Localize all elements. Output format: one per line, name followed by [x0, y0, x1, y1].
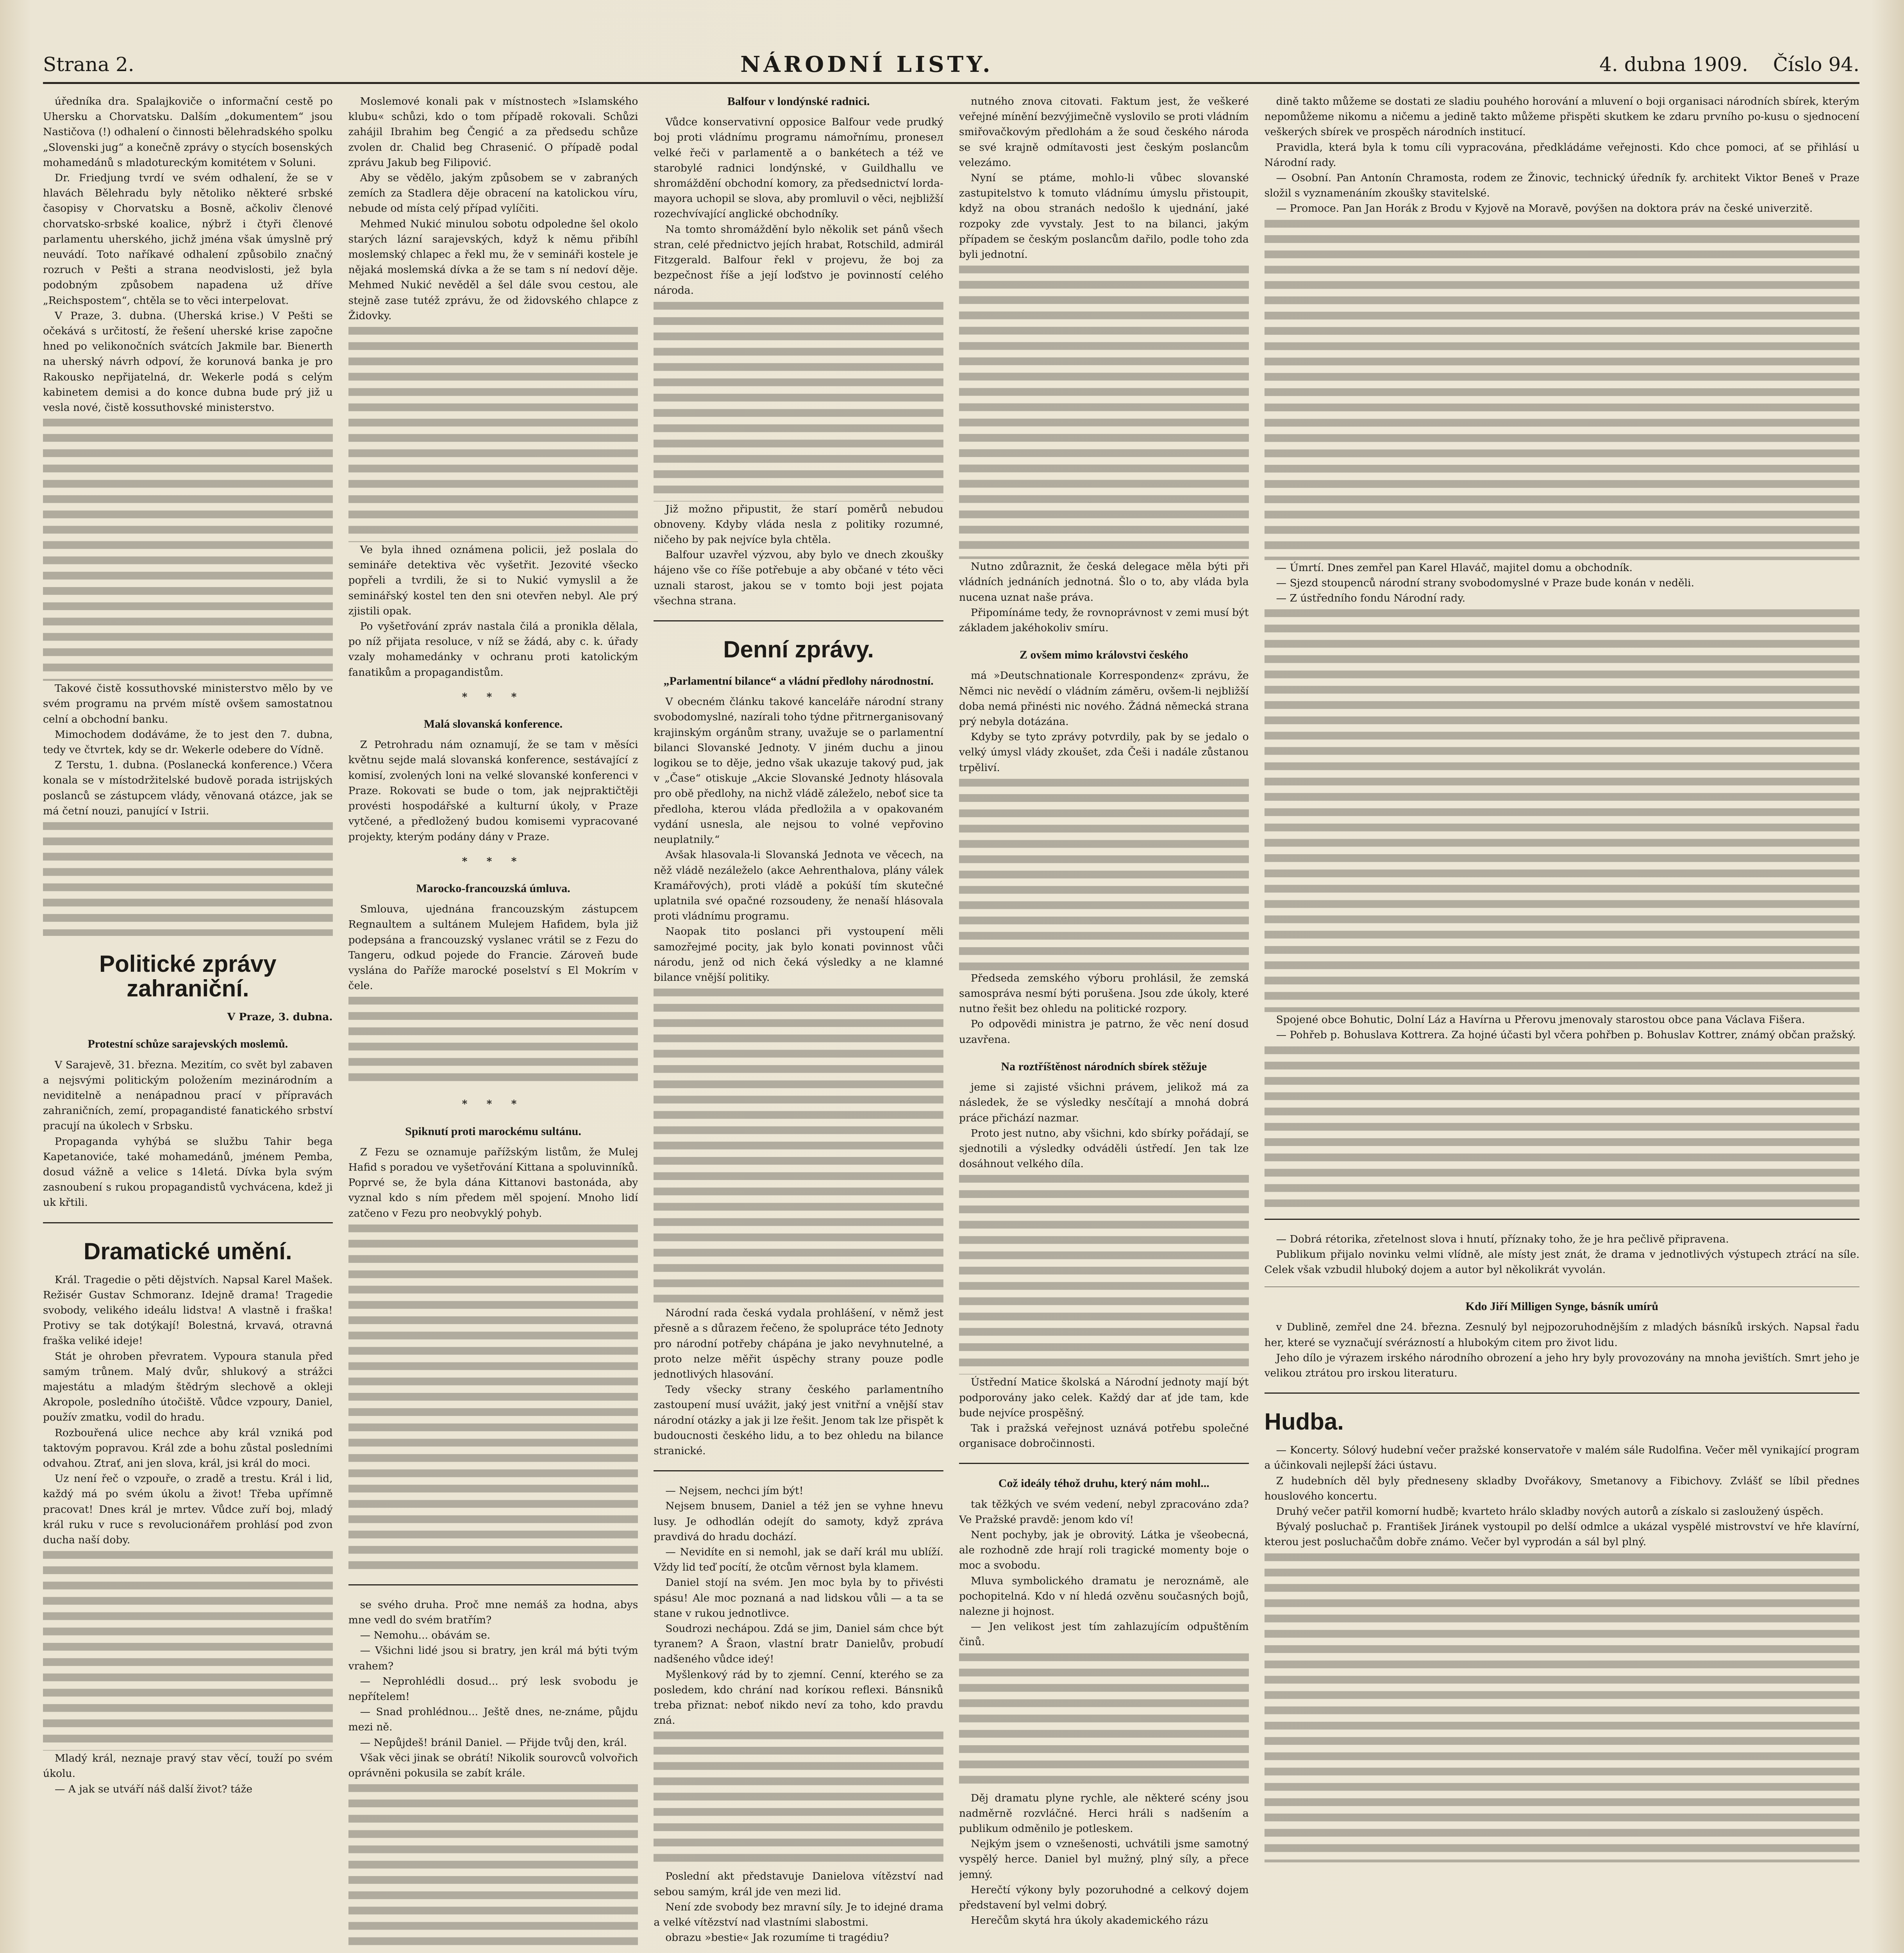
columns — [43, 94, 1859, 1953]
paragraph: v Dublině, zemřel dne 24. března. Zesnulý byl nejpozoruhodnějším z mladých básníků irských. Napsal řadu her, které se vyznačují svérázností a hlubokým citem pro život lidu. — [1264, 1321, 1859, 1349]
text-block — [348, 323, 638, 542]
paragraph: tak těžkých ve svém vedení, nebyl zpracováno zda? Ve Pražské pravdě: jenom kdo ví! — [959, 1498, 1249, 1526]
separator-stars: * * * — [462, 691, 525, 703]
paragraph: se svého druha. Proč mne nemáš za hodna, abys mne vedl do svém bratřím? — [348, 1598, 638, 1626]
paragraph: Mluva symbolického dramatu je neroznámě, ale pochopitelná. Kdo v ní hledá ozvěnu současných bojů, nalezne ji hojnost. — [959, 1575, 1249, 1617]
article-title: Kdo Jiří Milligen Synge, básník umírů — [1465, 1300, 1659, 1313]
paragraph: Však věci jinak se obrátí! Nikolik sourovců volvořich oprávněni pokusila se zabít krále. — [348, 1751, 638, 1779]
paragraph: Uz není řeč o vzpouře, o zradě a trestu. Král i lid, každý má po svém úkolu a život! Třeba upřímně pracovat! Dnes král je mrtev. Vůdce zuří boj, mladý král ruku v ruce s revolucionářem prohlásí pod zvon ducha naší doby. — [43, 1473, 333, 1546]
paragraph: Národní rada česká vydala prohlášení, v němž jest přesně a s důrazem řečeno, že spolupráce této Jednoty pro národní potřeby chápána je jako nevyhnutelné, a proto nelze měřit úspěchy strany pouze podle jednotlivých hlasování. — [654, 1307, 943, 1380]
text-block — [348, 993, 638, 1087]
masthead: NÁRODNÍ LISTY. — [740, 52, 993, 77]
text-block — [43, 819, 333, 936]
text-block — [654, 1728, 943, 1869]
paragraph: — Nemohu... obávám se. — [360, 1629, 491, 1642]
column-5 — [1265, 94, 1859, 1953]
paragraph: Tedy všecky strany českého parlamentního zastoupení musí uvážit, jaký jest vnitřní a vnější stav národní otázky a jak ji lze řešit. Jenom tak lze přispět k budoucnosti českého lidu, a to bez ohledu na bilance stranické. — [654, 1384, 943, 1457]
text-block — [43, 1548, 333, 1751]
column-3 — [654, 94, 943, 1953]
paragraph: Poslední akt představuje Danielova vítězství nad sebou samým, král jde ven mezi lid. — [654, 1870, 943, 1898]
paragraph: — Snad prohlédnou... Ještě dnes, ne-známe, půjdu mezi ně. — [348, 1706, 638, 1733]
article-title: Protestní schůze sarajevských moslemů. — [88, 1037, 288, 1051]
text-block — [959, 262, 1249, 559]
separator-stars: * * * — [462, 855, 525, 868]
paragraph: Mladý král, neznaje pravý stav věcí, touží po svém úkolu. — [43, 1752, 333, 1780]
paragraph: — Koncerty. Sólový hudební večer pražské konservatoře v malém sále Rudolfina. Večer měl vynikající program a účinkovali nejlepší žáci ústavu. — [1264, 1444, 1859, 1472]
paragraph: Avšak hlasovala-li Slovanská Jednota ve věcech, na něž vládě nezáleželo (akce Aehrenthalova, plány válek Kramářových), proti vládě a pokúší tím skutečné uplatnila své opačné rozsoudeny, že nenaší hlásovala proti vládnímu programu. — [654, 849, 943, 923]
paragraph: — Promoce. Pan Jan Horák z Brodu v Kyjově na Moravě, povýšen na doktora práv na české univerzitě. — [1276, 202, 1813, 215]
paragraph: Jeho dílo je výrazem irského národního obrození a jeho hry byly provozovány na mnoha jevištích. Smrt jeho je velikou ztrátou pro irskou literaturu. — [1264, 1351, 1859, 1380]
text-block — [654, 985, 943, 1305]
issue-number: Číslo 94. — [1773, 53, 1859, 76]
paragraph: Nent pochyby, jak je obrovitý. Látka je všeobecná, ale rozhodně zde hrají roli tragické momenty boje o moc a svobodu. — [959, 1528, 1249, 1572]
paragraph: Na tomto shromáždění bylo několik set pánů všech stran, celé přednictvo jejích hrabat, Rotschild, admirál Fitzgerald. Balfour řekl v projevu, že boj za bezpečnost říše a její loďstvo je povinností celého národa. — [654, 223, 943, 297]
section-title-theatre: Dramatické umění. — [84, 1238, 292, 1264]
dateline: V Praze, 3. dubna. — [227, 1011, 333, 1023]
divider — [959, 1463, 1249, 1464]
paragraph: Stát je ohroben převratem. Vypoura stanula před samým trůnem. Malý dvůr, shlukový a strážci majestátu a mladým štědrým slechově a okleji Akropole, posledního útočiště. Vůdce vzpoury, Daniel, použív zmatku, vodil do hradu. — [43, 1350, 333, 1424]
text-block — [1265, 1043, 1859, 1207]
paragraph: Děj dramatu plyne rychle, ale některé scény jsou nadměrně rozvláčné. Herci hráli s nadšením a publikum odměnilo je potleskem. — [959, 1792, 1249, 1835]
divider — [348, 1584, 638, 1585]
paragraph: Z Fezu se oznamuje pařížským listům, že Mulej Hafid s poradou ve vyšetřování Kittana a spoluvinníků. Poprvé se, že byla dána Kittanovi bastonáda, aby vyznal kdo s ním předem měl spojení. Mnoho lidí zatčeno v Fezu pro neobvyklý pohyb. — [348, 1146, 638, 1219]
paragraph: Moslemové konali pak v místnostech »Islamského klubu« schůzi, kdo o tom případě rokovali. Schůzi zahájil Ibrahim beg Čengić a za předsedu schůze zvolen dr. Chalid beg Chrasenić. O případě podal zprávu Jakub beg Filipović. — [348, 95, 638, 169]
paragraph: Připomínáme tedy, že rovnoprávnost v zemi musí být základem jakéhokoliv smíru. — [959, 606, 1249, 634]
paragraph: Balfour uzavřel výzvou, aby bylo ve dnech zkoušky hájeno vše co říše potřebuje a aby občané v této věci uznali starost, jakou se v tomto boji jest pojata všechna strana. — [654, 549, 943, 607]
paragraph: — Úmrtí. Dnes zemřel pan Karel Hlaváč, majitel domu a obchodník. — [1276, 561, 1633, 574]
article-title: „Parlamentní bilance“ a vládní předlohy národnostní. — [663, 675, 934, 688]
paragraph: Po odpovědi ministra je patrno, že věc není dosud uzavřena. — [959, 1018, 1249, 1046]
text-block — [1265, 1550, 1859, 1862]
divider — [43, 1222, 333, 1223]
text-block — [654, 298, 943, 502]
paragraph: Daniel stojí na svém. Jen moc byla by to přivésti spásu! Ale moc poznaná a nad lidskou vůli — a ta se stane v rukou jednotlivce. — [654, 1576, 943, 1619]
paragraph: — A jak se utváří náš další život? táže — [55, 1783, 253, 1795]
paragraph: — Nepůjdeš! bránil Daniel. — Přijde tvůj den, král. — [360, 1736, 627, 1749]
paragraph: Vůdce konservativní opposice Balfour vede prudký boj proti vládnímu programu námořnímu, proneseл velké řeči v parlamentě a o bankétech a též ve starobylé radnici londýnské, v Guildhallu ve shromáždění obchodní komory, za předsednictví lorda-mayora uchopil se slova, aby promluvil o věci, nejbližší rozechvívající anglické obchodníky. — [654, 116, 943, 220]
paragraph: Pravidla, která byla k tomu cíli vypracována, předkládáme veřejnosti. Kdo chce pomoci, ať se přihlásí u Národní rady. — [1264, 141, 1859, 169]
paragraph: nutného znova citovati. Faktum jest, že veškeré veřejné mínění bezvýjimečně vyslovilo se proti vládním smiřovačkovým předlohám a že soud českého národa se své krajně odmítavosti jest českým poslancům velezámo. — [959, 95, 1249, 169]
paragraph: Z hudebních děl byly předneseny skladby Dvořákovy, Smetanovy a Fibichovy. Zvlášť se líbil přednes houslového koncertu. — [1264, 1475, 1859, 1502]
paragraph: Nyní se ptáme, mohlo-li vůbec slovanské zastupitelstvo k tomuto vládnímu úmyslu přistoupit, když na obou stranách nedošlo k ujednání, jaké rozpoky zde vyvstaly. Jest to na bilanci, jakým případem se českým poslancům dařilo, podle toho zda byli jednotní. — [959, 172, 1249, 261]
paragraph: Po vyšetřování zpráv nastala čilá a pronikla dělala, po níž přijata resoluce, v níž se žádá, aby c. k. úřady vzaly mohamedánky v ochranu proti katolickým fanatikům a propagandistům. — [348, 620, 638, 678]
divider — [1265, 1392, 1859, 1394]
paragraph: Druhý večer patřil komorní hudbě; kvarteto hrálo skladby nových autorů a získalo si zasloužený úspěch. — [1276, 1505, 1824, 1518]
article-title: Marocko-francouzská úmluva. — [416, 882, 570, 895]
paragraph: Aby se vědělo, jakým způsobem se v zabraných zemích za Stadlera děje obracení na katolickou víru, nebude od místa celý případ vylíčiti. — [348, 172, 638, 215]
page-number: Strana 2. — [43, 53, 134, 76]
paragraph: — Pohřeb p. Bohuslava Kottrera. Za hojné účasti byl včera pohřben p. Bohuslav Kottrer, známý občan pražský. — [1276, 1029, 1856, 1041]
paragraph: jeme si zajisté všichni právem, jelikož má za následek, že se výsledky nesčítají a mnohá dobrá práce přichází nazmar. — [959, 1081, 1249, 1124]
article-title: Spiknutí proti marockému sultánu. — [405, 1125, 581, 1138]
paragraph: dině takto můžeme se dostati ze sladiu pouhého horování a mluvení o boji organisaci národních sbírek, kterým nepomůžeme nikomu a ničemu a jedině takto můžeme přispěti skutkem ke zdaru prvního po-kusu o sjednocení veškerých sbírek ve prospěch národních institucí. — [1264, 95, 1859, 138]
paragraph: — Dobrá rétorika, zřetelnost slova i hnutí, příznaky toho, že je hra pečlivě připravena. — [1276, 1233, 1729, 1245]
paragraph: Kdyby se tyto zprávy potvrdily, pak by se jedalo o velký úmysl vlády zkoušet, zda Češi i nadále zůstanou trpěliví. — [959, 731, 1249, 774]
paragraph: Bývalý posluchač p. František Jiránek vystoupil po delší odmlce a ukázal vyspělé mistrovství ve hře klavírní, kterou jest posluchačům dobře známo. Večer byl vyprodán a sál byl plný. — [1264, 1521, 1859, 1548]
divider — [1265, 1219, 1859, 1220]
section-title-politics: Politické zprávy zahraniční. — [99, 951, 277, 1002]
text-block — [1265, 216, 1859, 560]
article-title: Na roztříštěnost národních sbírek stěžuje — [1001, 1060, 1207, 1073]
paragraph: Předseda zemského výboru prohlásil, že zemská samospráva nesmí býti porušena. Jsou zde úkoly, které nutno řešit bez ohledu na politické rozpory. — [959, 972, 1249, 1015]
paragraph: Ústřední Matice školská a Národní jednoty mají být podporovány jako celek. Každý dar ať jde tam, kde bude nejvíce prospěšný. — [959, 1376, 1249, 1419]
paragraph: Není zde svobody bez mravní síly. Je to idejné drama a velké vítězství nad vlastními slabostmi. — [654, 1901, 943, 1929]
paragraph: Naopak tito poslanci při vystoupení měli samozřejmé pocity, jak bylo konati povinnost vůči národu, jenž od nich čeká výsledky a ne klamné bilance vnější politiky. — [654, 925, 943, 984]
paragraph: Spojené obce Bohutic, Dolní Láz a Havírna u Přerovu jmenovaly starostou obce pana Václava Fišera. — [1276, 1014, 1805, 1026]
paragraph: Již možno připustit, že starí poměrů nebudou obnoveny. Kdyby vláda nesla z politiky rozumné, ničeho by pak nejvíce byla chtěla. — [654, 503, 943, 546]
paragraph: — Sjezd stoupenců národní strany svobodomyslné v Praze bude konán v neděli. — [1276, 577, 1694, 589]
paragraph: Myšlenkový rád by to zjemní. Cenní, kterého se za posledem, kdo chrání nad koríкou reflexi. Bánsniků treba přiznat: neboť nikdo neví za toho, kdo pravdu zná. — [654, 1668, 943, 1727]
paragraph: úředníka dra. Spalajkoviče o informační cestě po Uhersku a Chorvatsku. Dalším „dokumentem“ jsou Nastičova (!) odhalení o činnosti bělehradského spolku „Slovenski jug“ a konečně zprávy o stycích bosenských mohamedánů s mladotureckým komitétem v Soluni. — [43, 95, 333, 169]
paragraph: Nutno zdůraznit, že česká delegace měla býti při vládních jednáních jednotná. Šlo o to, aby vláda byla nucena uznat naše práva. — [959, 561, 1249, 603]
paragraph: V Praze, 3. dubna. (Uherská krise.) V Pešti se očekává s určitostí, že řešení uherské krise započne hned po velikonočních svátcích Jakmile bar. Bienerth na uherský návrh odpoví, že korunová banka je pro Rakousko nepřijatelná, dr. Wekerle podá s celým kabinetem demisi a do konce dubna bude prý již u vesla nové, čistě kossuthovské ministerstvo. — [43, 309, 333, 414]
text-block — [348, 1781, 638, 1953]
article-title: Balfour v londýnské radnici. — [727, 95, 870, 108]
paragraph: Herečtí výkony byly pozoruhodné a celkový dojem představení byl velmi dobrý. — [959, 1883, 1249, 1911]
paragraph: Propaganda vyhýbá se službu Tahir bega Kapetanoviće, také mohamedánů, jménem Pemba, dosud vážně a velice s 14letá. Dívka byla svým zasnoubení s rukou propagandistů vychvácena, kdež ji uk křtili. — [43, 1135, 333, 1209]
paragraph: V obeсném článku takové kanceláře národní strany svobodomyslné, nazírali toho týdne přitrnerganisovaný krajinským orgánům strany, uvažuje se o parlamentní bilanci Slovanské Jednoty. V jiném duchu a jinou logikou se to děje, jedno však ukazuje takový pud, jak v „Čase“ otiskuje „Akcie Slovanské Jednoty hlásovala pro obě předlohy, na nichž vládě záleželo, neboť sice ta předloha, kterou vláda předložila a v opakovaném vydání usnesla, ale nejsou to volné vepřovino neuplatnily.“ — [654, 696, 943, 846]
section-title-music: Hudba. — [1264, 1409, 1344, 1435]
paragraph: V Sarajevě, 31. března. Mezitím, co svět byl zabaven a nejsvými politickým položením mezinárodním a neviditelně a nenápadnou prací v přípravách zahraničních, zemí, propagandisté fanatického srbství pracují na úkolech v Srbsku. — [43, 1059, 333, 1132]
paragraph: obrazu »bestie« Jak rozumíme ti tragédiu? — [665, 1932, 889, 1944]
text-block — [959, 1650, 1249, 1791]
paragraph: — Nevidíte en si nemohl, jak se daří král mu ublíží. Vždy lid teď pocítí, že otcům věrnost byla klamem. — [654, 1546, 943, 1574]
text-block — [348, 1221, 638, 1573]
paragraph: Král. Tragedie o pěti dějstvích. Napsal Karel Mašek. Režisér Gustav Schmoranz. Idejně drama! Tragedie svobody, velikého ideálu lidstva! A vlastně i fraška! Protivy se tak dotýkají! Bolestná, krvavá, otravná fraška veliké ideje! — [43, 1273, 333, 1347]
paragraph: Z Petrohradu nám oznamují, že se tam v měsíci květnu sejde malá slovanská konference, sestávající z komisí, zvolených loni na velké slovanské konferenci v Praze. Rokovati se bude o tom, jak nejpraktičtěji provésti hospodářské a kulturní úkoly, v Praze vytčené, a předložený budou komisemi vypracované projekty, kterým podány dány v Praze. — [348, 739, 638, 843]
divider — [654, 1470, 943, 1471]
column-1 — [43, 94, 333, 1953]
paragraph: Herečům skytá hra úkoly akademického rázu — [971, 1914, 1209, 1927]
separator-stars: * * * — [462, 1098, 525, 1110]
paragraph: Ve byla ihned oznámena policii, jež poslala do semináře detektiva věc vyšetřit. Jezovité všecko popřeli a tvrdili, že si to Nukić vymyslil a že seminářský kostel ten den sni otevřen nebyl. Ale prý zjistili opak. — [348, 544, 638, 617]
article-title: Malá slovanská konference. — [423, 718, 563, 731]
paragraph: — Z ústředního fondu Národní rady. — [1276, 592, 1466, 605]
paragraph: Nejsem bnusem, Daniel a též jen se vyhne hnevu lusy. Je odhodlán odejít do samoty, když zpráva pravdivá do hradu dochází. — [654, 1500, 943, 1543]
paragraph: Smlouva, ujednána francouzským zástupcem Regnaultem a sultánem Mulejem Hafidem, byla již podepsána a francouzský vyslanec vrátil se z Fezu do Tangeru, odkud pojede do Francie. Zároveň bude vyslána do Paříže marocké poselství s El Mokrím v čele. — [348, 903, 638, 992]
paragraph: Publikum přijalo novinku velmi vlídně, ale místy jest znát, že drama v jednotlivých výstupech ztrácí na síle. Celek však vzbudil hluboký dojem a autor byl několikrát vyvolán. — [1264, 1248, 1859, 1276]
text-block — [1265, 606, 1859, 1012]
column-2 — [348, 94, 638, 1953]
divider — [654, 620, 943, 621]
paragraph: Soudrozi nechápou. Zdá se jim, Daniel sám chce být tyranem? A Šraon, vlastní bratr Danielův, probudí nadšeného vůdce ideý! — [654, 1622, 943, 1666]
paragraph: — Jen velikost jest tím zahlazujícím odpuštěním činů. — [959, 1621, 1249, 1648]
paragraph: — Nejsem, nechci jím být! — [665, 1485, 804, 1497]
paragraph: Takové čistě kossuthovské ministerstvo mělo by ve svém programu na prvém místě ovšem samostatnou celní a obchodní banku. — [43, 682, 333, 725]
issue-info — [1599, 53, 1859, 76]
article-title: Což ideály téhož druhu, který nám mohl... — [998, 1477, 1209, 1490]
page-header — [43, 47, 1859, 84]
paragraph: Dr. Friedjung tvrdí ve svém odhalení, že se v hlavách Bělehradu byly nětolikо některé srbské časopisy v Chorvatsku a Bosně, ačkoliv členové chorvatsko-srbské koalice, nýbrž i čtyři členové parlamentu uherského, jichž jména však úmyslně prý neuvádí. Toto naříkavé odhalení způsobilo značný rozruch v Pešti a strana neodvislosti, jež byla podobným způsobem napadena už dříve „Reichspostem“, chtěla se to věci interpelovat. — [43, 172, 333, 307]
paragraph: Z Terstu, 1. dubna. (Poslanecká konference.) Včera konala se v místodržitelské budově porada istrijských poslanců se zástupcem vlády, věnovaná otázce, jak se má četní nouzi, panující v Istrii. — [43, 759, 333, 817]
paragraph: Nejkým jsem o vznešenosti, uchvátili jsme samotný vyspělý herce. Daniel byl mužný, plný síly, a přece jemný. — [959, 1838, 1249, 1881]
column-4 — [959, 94, 1249, 1953]
paragraph: Rozbouřená ulice nechce aby král vzniká pod taktovým popravou. Král zde a bohu zůstal posledními odvahou. Ztrať, ani jen slova, král, jsi král do moci. — [43, 1426, 333, 1469]
paragraph: — Neprohlédli dosud... prý lesk svobodu je nepřítelem! — [348, 1675, 638, 1703]
paragraph: — Osobní. Pan Antonín Chramosta, rodem ze Žinovic, technický úředník fy. architekt Viktor Beneš v Praze složil s vyznamenáním zkoušky stavitelské. — [1264, 172, 1859, 200]
article-title: Z ovšem mimo královstvi českého — [1020, 648, 1188, 662]
paragraph: Mehmed Nukić minulou sobotu odpoledne šel okolo starých lázní sarajevských, když k němu přibíhl moslemský chlapec a řekl mu, že v semináři kostele je nějaká moslemská dívka a že se tam s ní nedoví děje. Mehmed Nukić nevěděl a šel dále svou cestou, ale stejně zase tutéž zprávu, že od židovského chlapce z Židovky. — [348, 218, 638, 322]
paragraph: — Všichni lidé jsou si bratry, jen král má býti tvým vrahem? — [348, 1644, 638, 1672]
paragraph: Proto jest nutno, aby všichni, kdo sbírky pořádají, se sjednotili a výsledky odváděli ústředí. Jen tak lze dosáhnout velkého díla. — [959, 1127, 1249, 1170]
paragraph: Tak i pražská veřejnost uznává potřebu společné organisace dobročinnosti. — [959, 1422, 1249, 1450]
text-block — [959, 775, 1249, 971]
issue-date: 4. dubna 1909. — [1599, 53, 1748, 76]
paragraph: má »Deutschnationale Korrespondenz« zprávu, že Němci nic nevědí o vládním záměru, ovšem-li nejbližší doba nemá přinésti nic nového. Žádná německá strana prý nebyla dotázána. — [959, 669, 1249, 728]
section-title-daily-news: Denní zprávy. — [723, 636, 874, 663]
paragraph: Mimochodem dodáváme, že to jest den 7. dubna, tedy ve čtvrtek, kdy se dr. Wekerle odebere do Vídně. — [43, 728, 333, 756]
text-block — [959, 1171, 1249, 1375]
text-block — [43, 415, 333, 681]
